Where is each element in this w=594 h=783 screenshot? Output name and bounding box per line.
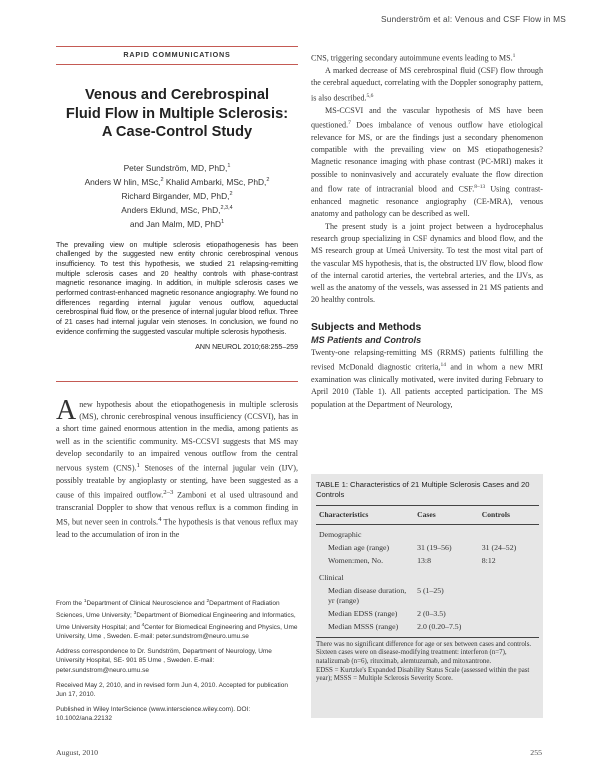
affiliations: From the $^1$Department of Clinical Neuroscience and $^2$Department of Radiation Sciences, Ume University; $^3$Department of Biomedical Engineering and Informatics, Ume University Hospital; and $^4$Center for Biomedical Engineering and Physics, Ume University, Ume , Sweden. E-mail: peter.sundstrom@neuro.umu.se [56, 599, 298, 641]
paragraph: A marked decrease of MS cerebrospinal fluid (CSF) flow through the cerebral aqueduct, correlating with the Doppler sonography pattern, is also described.$^{5,6}$ [311, 65, 543, 103]
abstract: The prevailing view on multiple sclerosis etiopathogenesis has been challenged by the suggested new entity chronic cerebrospinal venous insufficiency. To test this hypothesis, we studied 21 relapsing-remitting multiple sclerosis cases and 20 healthy controls with phase-contrast magnetic resonance imaging. In addition, in multiple sclerosis cases we performed contrast-enhanced magnetic resonance angiography. We found no differences regarding internal jugular venous outflow, aqueductal cerebrospinal fluid flow, or the presence of internal jugular blood reflux. Three of 21 cases had internal jugular vein stenoses. In conclusion, we found no evidence confirming the suggested vascular multiple sclerosis hypothesis. [56, 241, 298, 336]
table-cell: 2 (0–3.5) [417, 608, 446, 618]
table-row [316, 542, 539, 555]
table-caption: TABLE 1: Characteristics of 21 Multiple Sclerosis Cases and 20 Controls [316, 480, 530, 499]
table-cell [479, 568, 539, 585]
paragraph: Twenty-one relapsing-remitting MS (RRMS) patients fulfilling the revised McDonald diagnostic criteria,$^{14}$ and in whom a new MRI examination was clinically motivated, were invited during February to April 2010 (Table 1). All patients accepted participation. The MS population at the Department of Neurology, [311, 347, 543, 409]
table-row [316, 607, 539, 620]
table-abbreviations: EDSS = Kurtzke's Expanded Disability Status Scale (assessed within the past year); MSSS = Multiple Sclerosis Severity Score. [316, 666, 530, 683]
table-cell [414, 525, 479, 542]
article-title [56, 86, 298, 142]
table-cell [479, 607, 539, 620]
title-line-1: Venous and Cerebrospinal [84, 87, 270, 103]
row-label: Median age (range) [328, 543, 390, 552]
right-column [311, 50, 543, 411]
section-heading: Subjects and Methods [311, 321, 422, 333]
publication-info: Published in Wiley InterScience (www.interscience.wiley.com). DOI: 10.1002/ana.22132 [56, 705, 251, 723]
table-cell: 13:8 [417, 556, 431, 565]
row-label: Demographic [319, 530, 362, 539]
author-line: Richard Birgander, MD, PhD,$^2$ [121, 190, 233, 201]
drop-cap: A [56, 395, 77, 426]
received-dates: Received May 2, 2010, and in revised form Jun 4, 2010. Accepted for publication Jun 17, 2010. [56, 681, 288, 699]
row-label: Median disease duration, yr (range) [328, 585, 407, 605]
footnotes [56, 597, 298, 729]
correspondence: Address correspondence to Dr. Sundström, Department of Neurology, Ume University Hospital, SE- 901 85 Ume , Sweden. E-mail: peter.sundstrom@neuro.umu.se [56, 647, 272, 675]
table-cell: 31 (19–56) [417, 543, 452, 552]
table-cell [479, 584, 539, 607]
author-line: Anders W hlin, MSc,$^2$ Khalid Ambarki, MSc, PhD,$^2$ [84, 176, 270, 187]
title-line-2: Fluid Flow in Multiple Sclerosis: [65, 105, 289, 122]
page-number: 255 [530, 748, 542, 757]
row-label: Clinical [319, 572, 344, 582]
left-column [56, 50, 298, 351]
table-cell: 5 (1–25) [417, 585, 444, 595]
table-row [316, 555, 539, 568]
divider [56, 381, 298, 382]
paragraph: CNS, triggering secondary autoimmune events leading to MS.$^1$ [311, 53, 516, 63]
table-cell: 2.0 (0.20–7.5) [414, 620, 479, 637]
table-cell: 31 (24–52) [481, 543, 517, 552]
table-1 [311, 474, 543, 718]
subsection-heading: MS Patients and Controls [311, 334, 422, 345]
author-line: Peter Sundström, MD, PhD,$^1$ [123, 162, 231, 173]
table-cell [479, 525, 539, 542]
table-row [316, 568, 539, 585]
characteristics-table [316, 505, 539, 638]
paragraph: MS-CCSVI and the vascular hypothesis of MS have been questioned.$^7$ Does imbalance of venous outflow have etiological relevance for MS, or are the findings just a secondary phenomenon compatible with the prevailing view on MS etiopathogenesis? Magnetic resonance imaging with phase contrast (PC-MRI) makes it possible to noninvasively and accurately evaluate the flow direction and flow rate of intracranial blood and CSF.$^{8-13}$ Using contrast-enhanced magnetic resonance angiography (CE-MRA), venous anatomy and pathology can be described as well. [311, 105, 543, 219]
row-label: Women:men, No. [328, 556, 384, 565]
table-row [316, 584, 539, 607]
table-note: There was no significant difference for age or sex between cases and controls. Sixteen cases were on disease-modifying treatment: interferon (n=7), natalizumab (n=6), rituximab, alemtuzumab, and mitoxantrone. [316, 640, 532, 665]
column-header: Controls [479, 506, 539, 525]
author-line: and Jan Malm, MD, PhD$^1$ [129, 218, 225, 229]
column-header: Cases [414, 506, 479, 525]
row-label: Median EDSS (range) [328, 608, 398, 618]
table-cell [479, 620, 539, 637]
row-label: Median MSSS (range) [316, 620, 414, 637]
journal-citation: ANN NEUROL 2010;68:255–259 [195, 343, 298, 351]
paragraph: The present study is a joint project between a hydrocephalus research group specializing in CSF dynamics and blood flow, and the MS research group at Umeå University. To test the most vital part of the vascular MS hypothesis, that is, the obstructed IJV flow, blood flow of the internal carotid arteries, the vertebral arteries, and the IJVs, as well as the anatomy of the vessels, was assessed in 21 MS patients and 20 healthy controls. [311, 221, 543, 305]
column-header: Characteristics [316, 506, 414, 525]
section-tag: RAPID COMMUNICATIONS [56, 50, 298, 65]
author-line: Anders Eklund, MSc, PhD,$^{2,3,4}$ [121, 204, 233, 215]
introduction: Anew hypothesis about the etiopathogenesis in multiple sclerosis (MS), chronic cerebrospinal venous insufficiency (CCSVI), has in a short time gained enormous attention in the media, among patients as well as in the scientific community. MS-CCSVI suggests that MS may develop secondarily to an impaired venous outflow from the central nervous system (CNS).$^1$ Stenoses of the internal jugular vein (IJV), possibly treatable by angioplasty or stenting, have been suggested as a cause of this impaired outflow.$^{2-3}$ Zamboni et al used ultrasound and transcranial Doppler to show that venous reflux is a common finding in MS, but never seen in controls.$^4$ The hypothesis is that venous reflux may lead to the accumulation of iron in the [56, 395, 298, 540]
title-line-3: A Case-Control Study [101, 124, 253, 140]
table-cell [414, 568, 479, 585]
table-cell: 8:12 [481, 556, 496, 565]
table-row [316, 620, 539, 637]
author-list [56, 160, 298, 230]
footer-date: August, 2010 [56, 748, 99, 757]
table-row [316, 525, 539, 542]
running-head: Sunderström et al: Venous and CSF Flow in MS [381, 14, 566, 24]
